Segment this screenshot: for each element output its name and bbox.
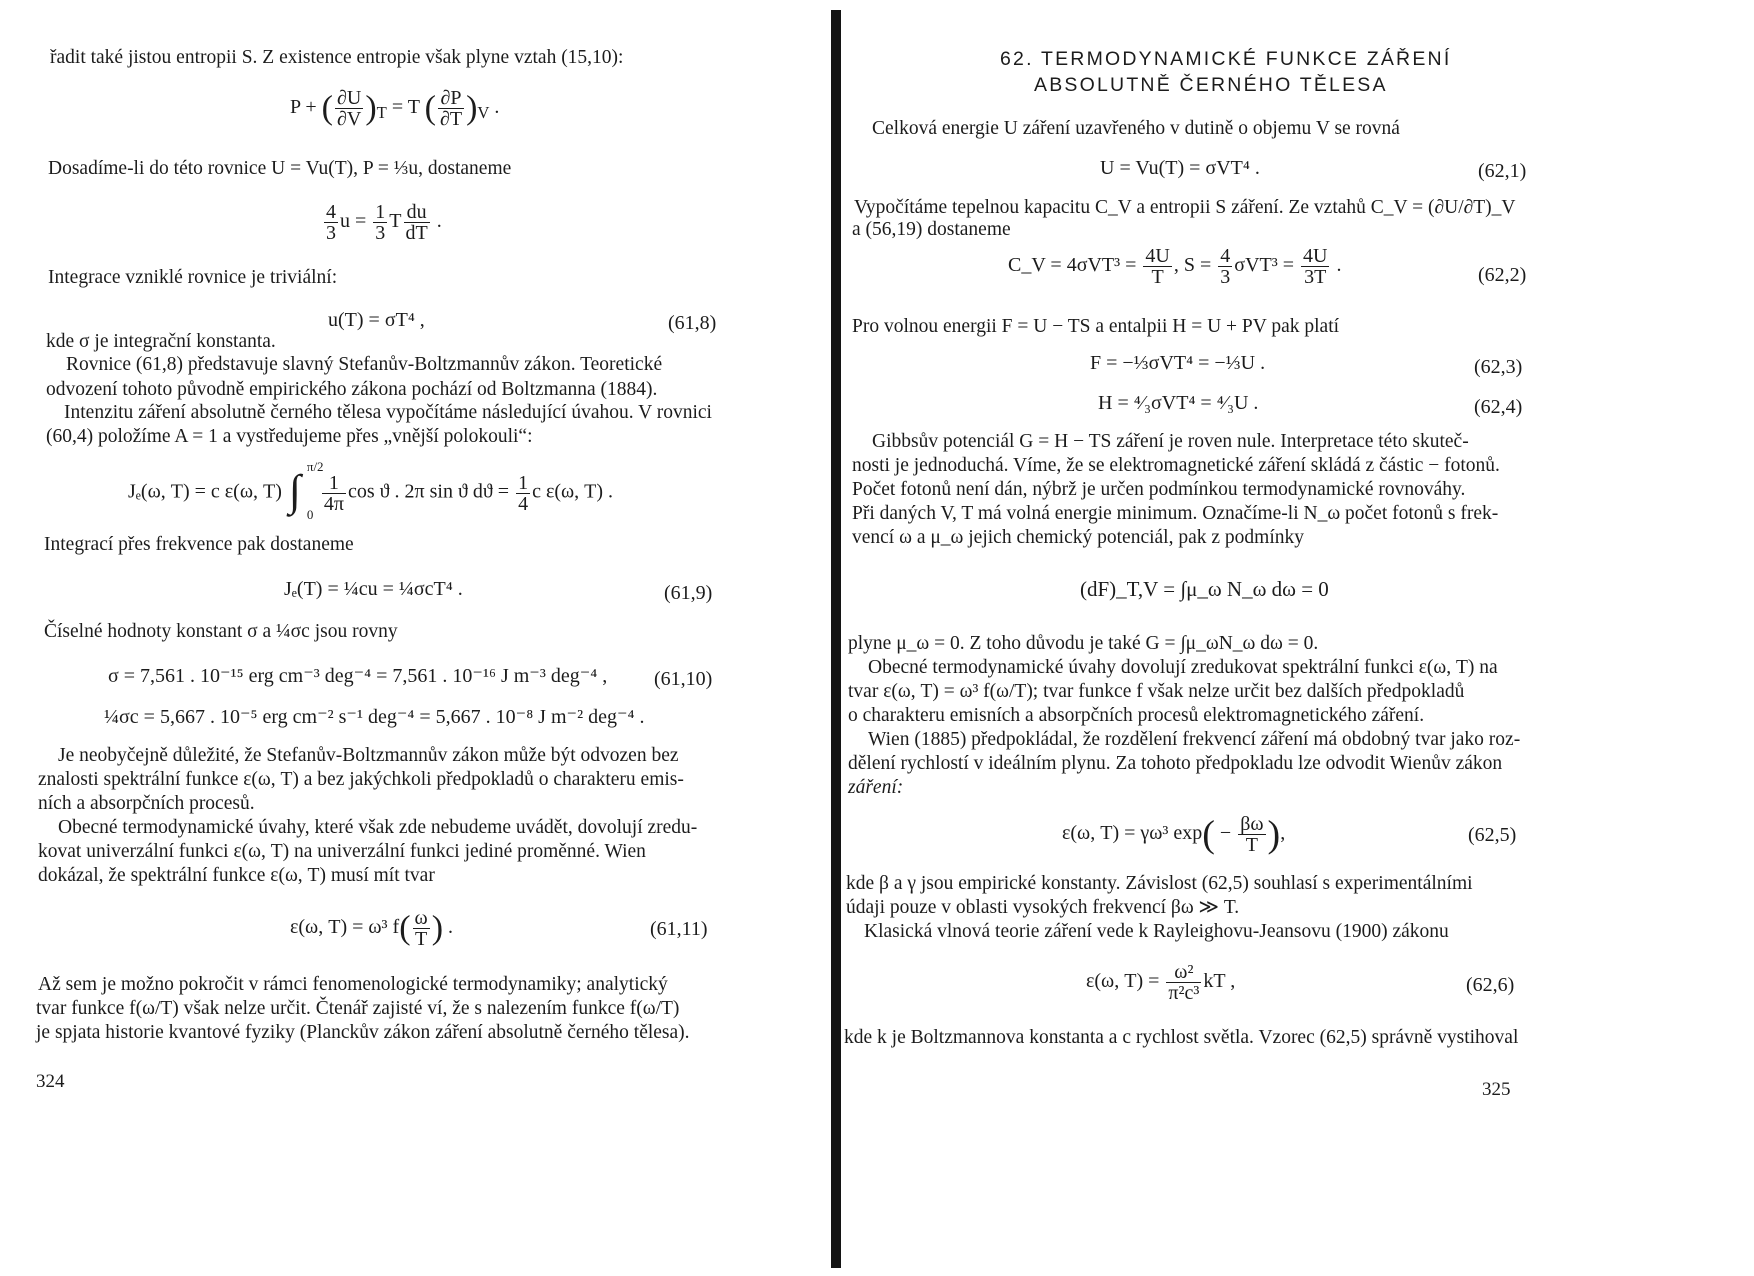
right-page — [842, 0, 1754, 1276]
text-line: Obecné termodynamické úvahy dovolují zredukovat spektrální funkci ε(ω, T) na — [868, 657, 1498, 678]
equation-number: (61,10) — [654, 668, 713, 690]
text-line: odvození tohoto původně empirického zákona pochází od Boltzmanna (1884). — [46, 379, 658, 400]
text-line: dělení rychlostí v ideálním plynu. Za tohoto předpokladu lze odvodit Wienův zákon — [848, 753, 1503, 774]
equation-quarter-sigma-c-value: ¼σc = 5,667 . 10⁻⁵ erg cm⁻² s⁻¹ deg⁻⁴ = 5,667 . 10⁻⁸ J m⁻² deg⁻⁴ . — [104, 706, 645, 728]
equation-number: (62,3) — [1474, 356, 1523, 378]
text-line: plyne μ_ω = 0. Z toho důvodu je také G = ∫μ_ωN_ω dω = 0. — [848, 633, 1319, 654]
equation-wien-form: ε(ω, T) = ω³ f( $\frac{\omega}{T}$ ) . — [290, 907, 454, 950]
equation-chemical-potential-condition: (dF)_T,V = ∫μ_ω N_ω dω = 0 — [1080, 577, 1329, 601]
equation-number: (62,4) — [1474, 396, 1523, 418]
text-line: Integrací přes frekvence pak dostaneme — [44, 534, 354, 555]
equation-stefan-boltzmann: u(T) = σT⁴ , — [328, 309, 425, 331]
text-line: kde β a γ jsou empirické konstanty. Závislost (62,5) souhlasí s experimentálními — [846, 873, 1473, 894]
text-line: Je neobyčejně důležité, že Stefanův-Boltzmannův zákon může být odvozen bez — [58, 745, 679, 766]
equation-free-energy: F = −⅓σVT⁴ = −⅓U . — [1090, 352, 1266, 374]
equation-number: (62,1) — [1478, 160, 1527, 182]
text-line: Celková energie U záření uzavřeného v dutině o objemu V se rovná — [872, 118, 1400, 139]
text-line: záření: — [848, 777, 904, 798]
text-line: Wien (1885) předpokládal, že rozdělení frekvencí záření má obdobný tvar jako roz- — [868, 729, 1521, 750]
text-line: (60,4) položíme A = 1 a vystředujeme přes „vnější polokouli“: — [46, 426, 533, 447]
equation-number: (61,9) — [664, 582, 713, 604]
text-line: kde k je Boltzmannova konstanta a c rychlost světla. Vzorec (62,5) správně vystihoval — [844, 1027, 1519, 1048]
equation-heat-capacity-entropy: C_V = 4σVT³ = $\frac{4U}{T}$ , S = $\frac{4}{3}$ σVT³ = $\frac{4U}{3T}$ . — [1008, 245, 1342, 288]
equation-total-energy: U = Vu(T) = σVT⁴ . — [1100, 157, 1260, 179]
text-line: je spjata historie kvantové fyziky (Planckův zákon záření absolutně černého tělesa). — [36, 1022, 690, 1043]
text-line: Při daných V, T má volná energie minimum. Označíme-li N_ω počet fotonů s frek- — [852, 503, 1499, 524]
page-number: 325 — [1482, 1079, 1511, 1100]
text-line: Vypočítáme tepelnou kapacitu C_V a entropii S záření. Ze vztahů C_V = (∂U/∂T)_V — [854, 197, 1516, 218]
text-line: znalosti spektrální funkce ε(ω, T) a bez jakýchkoli předpokladů o charakteru emis- — [38, 769, 684, 790]
text-line: tvar funkce f(ω/T) však nelze určit. Čtenář zajisté ví, že s nalezením funkce f(ω/T) — [36, 998, 680, 1019]
text-line: Číselné hodnoty konstant σ a ¼σc jsou rovny — [44, 621, 398, 642]
section-heading: 62. TERMODYNAMICKÉ FUNKCE ZÁŘENÍ — [1000, 48, 1452, 70]
text-line: Dosadíme-li do této rovnice U = Vu(T), P = ⅓u, dostaneme — [48, 158, 512, 179]
text-line: kovat univerzální funkci ε(ω, T) na univerzální funkci jediné proměnné. Wien — [38, 841, 646, 862]
text-line: údaji pouze v oblasti vysokých frekvencí βω ≫ T. — [846, 897, 1240, 918]
text-line: Pro volnou energii F = U − TS a entalpii H = U + PV pak platí — [852, 316, 1340, 337]
equation-integrated-intensity: Jₑ(T) = ¼cu = ¼σcT⁴ . — [284, 578, 463, 600]
text-line: Intenzitu záření absolutně černého tělesa vypočítáme následující úvahou. V rovnici — [64, 402, 712, 423]
equation-number: (61,8) — [668, 312, 717, 334]
equation-number: (62,5) — [1468, 824, 1517, 846]
text-line: Počet fotonů není dán, nýbrž je určen podmínkou termodynamické rovnováhy. — [852, 479, 1466, 500]
left-page — [0, 0, 822, 1276]
equation-number: (62,6) — [1466, 974, 1515, 996]
text-line: řadit také jistou entropii S. Z existence entropie však plyne vztah (15,10): — [50, 47, 624, 68]
equation-radiation-intensity: Jₑ(ω, T) = c ε(ω, T) ∫ π/2 0 $\frac{1}{4\pi}$ cos ϑ . 2π sin ϑ dϑ = $\frac{1}{4}$ c ε(ω, T) . — [128, 459, 614, 522]
text-line: kde σ je integrační konstanta. — [46, 331, 276, 352]
equation-sigma-value: σ = 7,561 . 10⁻¹⁵ erg cm⁻³ deg⁻⁴ = 7,561 . 10⁻¹⁶ J m⁻³ deg⁻⁴ , — [108, 665, 608, 687]
equation-number: (61,11) — [650, 918, 708, 940]
equation-maxwell-relation: P + ( $\frac{\partial U}{\partial V}$ )$_T = T$ ( $\frac{\partial P}{\partial T}$ )$_V$ . — [290, 87, 500, 130]
text-line: o charakteru emisních a absorpčních procesů elektromagnetického záření. — [848, 705, 1425, 726]
text-line: tvar ε(ω, T) = ω³ f(ω/T); tvar funkce f však nelze určit bez dalších předpokladů — [848, 681, 1465, 702]
equation-rayleigh-jeans: ε(ω, T) = $\frac{\text{ω²}}{\text{π²c³}}$ kT , — [1086, 961, 1236, 1004]
equation-wien-law: ε(ω, T) = γω³ exp( − $\frac{\beta\omega}{T}$ ), — [1062, 813, 1286, 856]
text-line: ních a absorpčních procesů. — [38, 793, 255, 814]
equation-number: (62,2) — [1478, 264, 1527, 286]
book-gutter — [831, 10, 841, 1268]
text-line: Integrace vzniklé rovnice je triviální: — [48, 267, 338, 288]
text-line: Klasická vlnová teorie záření vede k Rayleighovu-Jeansovu (1900) zákonu — [864, 921, 1449, 942]
text-line: Gibbsův potenciál G = H − TS záření je roven nule. Interpretace této skuteč- — [872, 431, 1469, 452]
text-line: vencí ω a μ_ω jejich chemický potenciál, pak z podmínky — [852, 527, 1304, 548]
equation-enthalpy: H = ⁴⁄₃σVT⁴ = ⁴⁄₃U . — [1098, 392, 1259, 414]
section-heading-line2: ABSOLUTNĚ ČERNÉHO TĚLESA — [1034, 74, 1388, 96]
text-line: Až sem je možno pokročit v rámci fenomenologické termodynamiky; analytický — [38, 974, 668, 995]
text-line: nosti je jednoduchá. Víme, že se elektromagnetické záření skládá z částic − fotonů. — [852, 455, 1500, 476]
text-line: dokázal, že spektrální funkce ε(ω, T) musí mít tvar — [38, 865, 435, 886]
text-line: Obecné termodynamické úvahy, které však zde nebudeme uvádět, dovolují zredu- — [58, 817, 698, 838]
text-line: Rovnice (61,8) představuje slavný Stefanův-Boltzmannův zákon. Teoretické — [66, 354, 663, 375]
page-number: 324 — [36, 1071, 65, 1092]
text-line: a (56,19) dostaneme — [852, 219, 1011, 240]
equation-energy-density: $\frac{4}{3}$ u = $\frac{1}{3}$ T $\frac{du}{dT}$ . — [326, 201, 442, 244]
